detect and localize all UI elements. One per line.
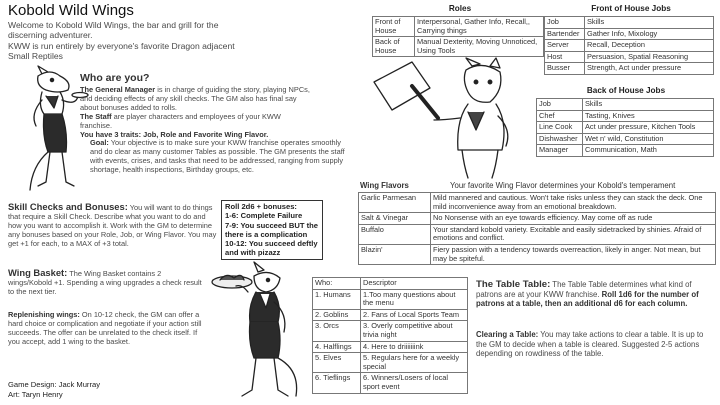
table-row <box>313 353 468 373</box>
roll-line: 7-9: You succeed BUT the <box>225 220 318 230</box>
table-cell: No Nonsense with an eye towards efficiency. May come off as rude <box>431 213 716 225</box>
intro-line: Small Reptiles <box>8 51 63 62</box>
table-cell: Act under pressure, Kitchen Tools <box>583 122 714 134</box>
wing-basket-text: The Wing Basket contains 2 wings/Kobold +1. Spending a wing upgrades a check result to the next tier. <box>8 269 202 297</box>
table-cell: Strength, Act under pressure <box>585 63 714 75</box>
kobold-chef-illustration <box>372 60 522 178</box>
intro-line: KWW is run entirely by everyone's favorite Dragon adjacent <box>8 40 235 51</box>
wing-basket-heading: Wing Basket: <box>8 267 68 278</box>
roll-line: there is a complication <box>225 229 308 239</box>
intro-line: discerning adventurer. <box>8 30 93 41</box>
table-cell: 2. Fans of Local Sports Team <box>361 309 468 321</box>
table-table-text: The Table Table determines what kind of patrons are at your KWW franchise. <box>476 280 692 299</box>
table-cell: Chef <box>537 110 583 122</box>
design-credit: Game Design: Jack Murray <box>8 380 100 389</box>
page-title: Kobold Wild Wings <box>8 2 134 19</box>
roll-result-box <box>221 200 323 260</box>
foh-jobs-caption: Front of House Jobs <box>591 4 671 13</box>
replenishing-paragraph <box>8 310 206 346</box>
table-row <box>359 193 716 213</box>
table-row <box>537 133 714 145</box>
table-table-heading: The Table Table: <box>476 279 551 290</box>
skill-checks-heading: Skill Checks and Bonuses: <box>8 201 128 212</box>
table-row <box>313 278 468 290</box>
table-cell: Garlic Parmesan <box>359 193 431 213</box>
wing-flavors-table <box>358 192 716 265</box>
table-cell: Salt & Vinegar <box>359 213 431 225</box>
table-row <box>313 341 468 353</box>
table-cell: Recall, Deception <box>585 40 714 52</box>
table-cell: Communication, Math <box>583 145 714 157</box>
clearing-text: You may take actions to clear a table. It is up to the GM to decide when a table is cleared. Suggested 2-5 actions depending on rowdiness of the table. <box>476 330 704 359</box>
wing-flavors-section <box>358 180 716 265</box>
table-cell: 6. Tieflings <box>313 373 361 393</box>
table-row <box>313 289 468 309</box>
wing-flavors-header <box>358 180 716 191</box>
table-cell: Server <box>545 40 585 52</box>
table-cell: Front of House <box>373 17 415 37</box>
table-row <box>313 321 468 341</box>
table-row <box>313 373 468 393</box>
wing-basket-paragraph <box>8 268 206 296</box>
goal-paragraph <box>90 138 348 174</box>
table-cell: Who: <box>313 278 361 290</box>
table-cell: Job <box>537 99 583 111</box>
who-heading: Who are you? <box>80 72 150 84</box>
table-cell: Descriptor <box>361 278 468 290</box>
gm-text: is in charge of guiding the story, playing NPCs, and deciding effects of any skill checks. The GM also has final say about bonuses added to rolls. <box>80 85 310 113</box>
roll-line: 1-6: Complete Failure <box>225 211 303 221</box>
table-row <box>537 99 714 111</box>
table-cell: Skills <box>585 17 714 29</box>
table-cell: Buffalo <box>359 224 431 244</box>
table-row <box>373 17 544 37</box>
table-cell: Dishwasher <box>537 133 583 145</box>
roll-line: and with pizazz <box>225 248 281 258</box>
table-cell: Bartender <box>545 28 585 40</box>
who-are-you-section <box>80 72 312 140</box>
roll-line: Roll 2d6 + bonuses: <box>225 202 297 211</box>
boh-jobs-table <box>536 98 714 157</box>
table-cell: Skills <box>583 99 714 111</box>
art-credit: Art: Taryn Henry <box>8 389 63 399</box>
table-cell: Interpersonal, Gather Info, Recall,, Carrying things <box>415 17 544 37</box>
table-cell: 4. Here to driiiiiiink <box>361 341 468 353</box>
table-cell: 3. Overly competitive about trivia night <box>361 321 468 341</box>
wing-flavors-title: Wing Flavors <box>360 181 409 190</box>
staff-text: are player characters and employees of your KWW franchise. <box>80 112 281 131</box>
table-row <box>545 17 714 29</box>
table-cell: Wet n' wild, Constitution <box>583 133 714 145</box>
table-cell: 1. Humans <box>313 289 361 309</box>
traits-text: You have 3 traits: Job, Role and Favorite Wing Flavor. <box>80 130 269 140</box>
table-cell: Tasting, Knives <box>583 110 714 122</box>
table-row <box>359 213 716 225</box>
table-row <box>359 224 716 244</box>
table-row <box>359 244 716 264</box>
roles-table <box>372 16 544 57</box>
table-row <box>545 51 714 63</box>
goal-text: Your objective is to make sure your KWW franchise operates smoothly and do clear as many customer Tables as possible. The GM presents the staff with events, crises, and tasks that need to be addressed, ranging from supply shortage, health inspections, Birthday groups, etc. <box>90 138 345 175</box>
roles-caption: Roles <box>448 4 472 13</box>
table-cell: 3. Orcs <box>313 321 361 341</box>
table-row <box>313 309 468 321</box>
credits <box>8 380 100 399</box>
patrons-table <box>312 277 468 394</box>
foh-jobs-table <box>544 16 714 75</box>
table-cell: 5. Elves <box>313 353 361 373</box>
intro-line: Welcome to Kobold Wild Wings, the bar and grill for the <box>8 20 219 30</box>
skill-checks-text: You will want to do things that require a Skill Check. Describe what you want to do and how you want to accomplish it. Work with the GM to determine any bonuses based on your Role, Job, or Wing Flavor. You may get +1 for each, to a MAX of +3 total. <box>8 203 217 249</box>
goal-lead: Goal: <box>90 138 109 147</box>
table-cell: 4. Halflings <box>313 341 361 353</box>
table-cell: Host <box>545 51 585 63</box>
kobold-waiter-illustration <box>208 262 304 404</box>
kobold-server-illustration <box>28 66 88 198</box>
table-cell: Line Cook <box>537 122 583 134</box>
table-row <box>545 40 714 52</box>
table-cell: Mild mannered and cautious. Won't take risks unless they can stack the deck. One mild inconvenience away from an emotional breakdown. <box>431 193 716 213</box>
replenishing-text: On 10-12 check, the GM can offer a hard choice or complication and negotiate if your action still succeeds. The offer can be unrelated to the check itself. If you accept, add 1 wing to the basket. <box>8 310 202 347</box>
table-row <box>537 145 714 157</box>
table-row <box>537 110 714 122</box>
gm-paragraph <box>80 85 312 112</box>
table-cell: 6. Winners/Losers of local sport event <box>361 373 468 393</box>
clearing-paragraph <box>476 330 712 359</box>
table-cell: 2. Goblins <box>313 309 361 321</box>
boh-jobs-caption: Back of House Jobs <box>586 86 666 95</box>
table-cell: Job <box>545 17 585 29</box>
table-cell: Your standard kobold variety. Excitable and easily sidetracked by shinies. Afraid of emotions and conflict. <box>431 224 716 244</box>
table-table-paragraph <box>476 280 712 309</box>
roll-line: 10-12: You succeed deftly <box>225 239 318 249</box>
replenishing-heading: Replenishing wings: <box>8 310 80 319</box>
table-cell: Persuasion, Spatial Reasoning <box>585 51 714 63</box>
table-cell: 5. Regulars here for a weekly special <box>361 353 468 373</box>
table-cell: Busser <box>545 63 585 75</box>
table-row <box>545 63 714 75</box>
table-cell: 1.Too many questions about the menu <box>361 289 468 309</box>
table-cell: Manager <box>537 145 583 157</box>
wing-flavors-subtitle: Your favorite Wing Flavor determines your Kobold's temperament <box>450 181 676 190</box>
gm-lead: The General Manager <box>80 85 156 94</box>
table-table-bold: Roll 1d6 for the number of patrons at a table, then an additional d6 for each column. <box>476 289 699 309</box>
table-cell: Gather Info, Mixology <box>585 28 714 40</box>
intro-text <box>8 20 278 62</box>
skill-checks-paragraph <box>8 202 218 248</box>
staff-paragraph <box>80 112 312 139</box>
table-row <box>537 122 714 134</box>
table-cell: Manual Dexterity, Moving Unnoticed, Using Tools <box>415 37 544 57</box>
table-cell: Fiery passion with a tendency towards overreaction, likely in anger. Not mean, but may be spiteful. <box>431 244 716 264</box>
table-cell: Blazin' <box>359 244 431 264</box>
table-cell: Back of House <box>373 37 415 57</box>
table-row <box>373 37 544 57</box>
clearing-heading: Clearing a Table: <box>476 330 539 339</box>
table-row <box>545 28 714 40</box>
staff-lead: The Staff <box>80 112 112 122</box>
